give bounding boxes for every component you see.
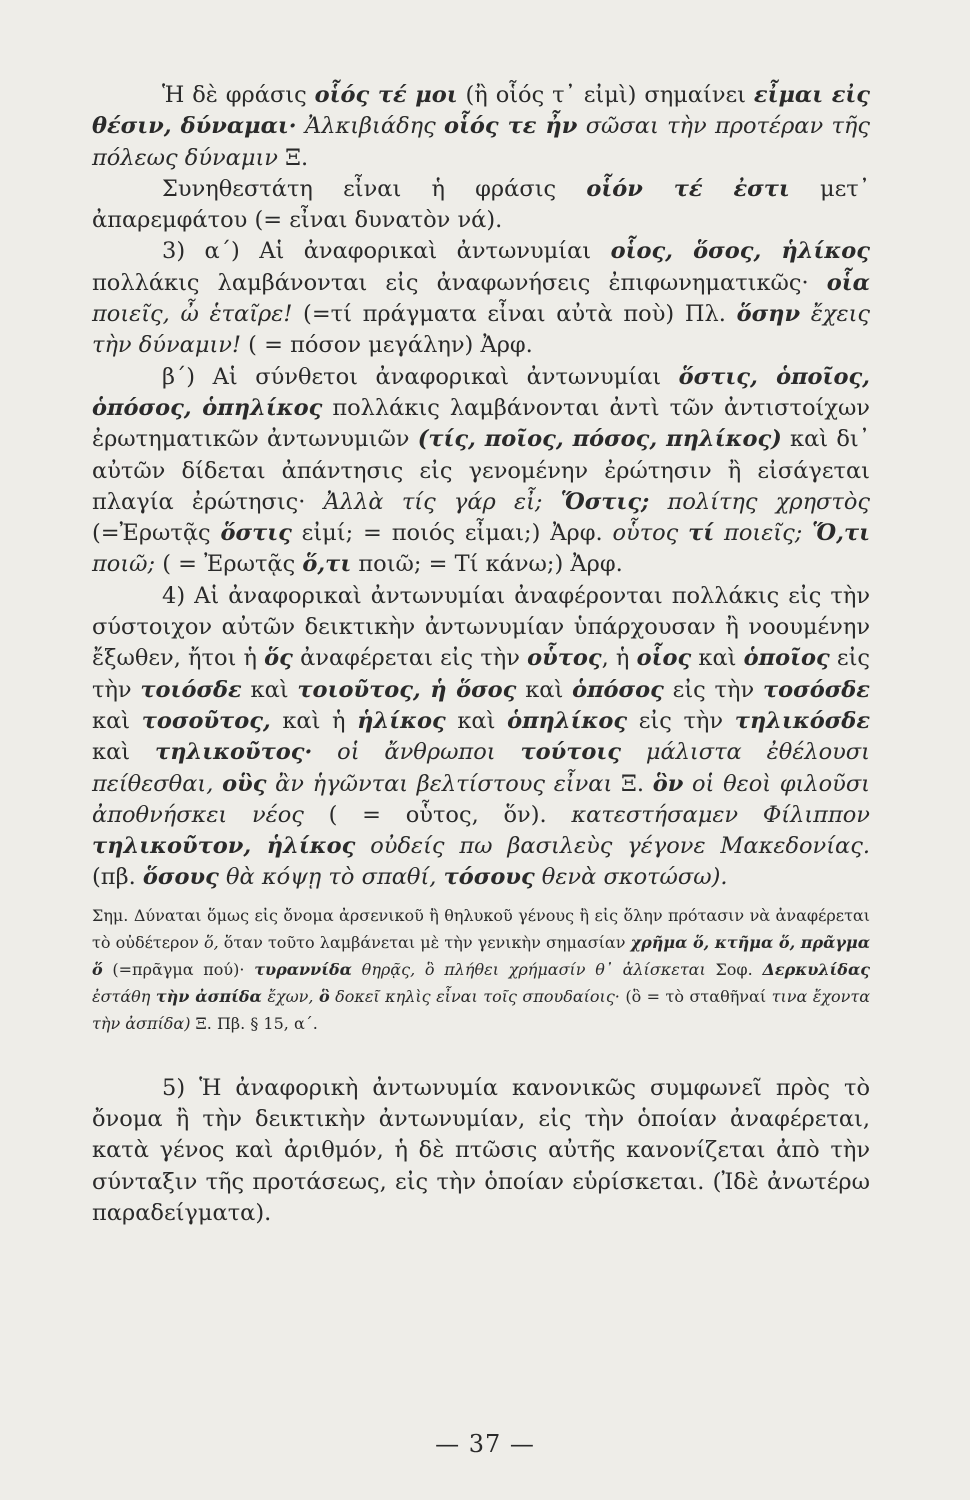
paragraph-oios-te-moi: Ἡ δὲ φράσις οἷός τέ μοι (ἢ οἷός τ᾽ εἰμὶ) σημαίνει εἶμαι εἰς θέσιν, δύναμαι· Ἀλκιβιάδης οἷός τε ἦν σῶσαι τὴν προτέραν τῆς πόλεως δύναμιν Ξ. [92, 82, 871, 171]
paragraph-oion-te-esti: Συνηθεστάτη εἶναι ἡ φράσις οἷόν τέ ἐστι μετ᾽ ἀπαρεμφάτου (= εἶναι δυνατὸν νά). [92, 175, 870, 234]
paragraph-section-3a: 3) α΄) Αἱ ἀναφορικαὶ ἀντωνυμίαι οἷος, ὅσος, ἡλίκος πολλάκις λαμβάνονται εἰς ἀναφωνήσεις ἐπιφωνηματικῶς· οἷα ποιεῖς, ὦ ἑταῖρε! (=τί πράγματα εἶναι αὐτὰ ποὺ) Πλ. ὅσην ἔχεις τὴν δύναμιν! ( = πόσον μεγάλην) Ἀρφ. [92, 238, 871, 359]
note-paragraph: Σημ. Δύναται ὅμως εἰς ὄνομα ἀρσενικοῦ ἢ θηλυκοῦ γένους ἢ εἰς ὅλην πρότασιν νὰ ἀναφέρεται τὸ οὐδέτερον ὅ, ὅταν τοῦτο λαμβάνεται μὲ τὴν γενικὴν σημασίαν χρῆμα ὅ, κτῆμα ὅ, πρᾶγμα ὅ (=πρᾶγμα πού)· τυραννίδα θηρᾷς, ὃ πλήθει χρήμασίν θ᾽ ἁλίσκεται Σοφ. Δερκυλίδας ἐστάθη τὴν ἀσπίδα ἔχων, ὃ δοκεῖ κηλὶς εἶναι τοῖς σπουδαίοις· (ὃ = τὸ σταθῆναί τινα ἔχοντα τὴν ἀσπίδα) Ξ. Πβ. § 15, α΄. [92, 905, 871, 1033]
paragraph-section-4: 4) Αἱ ἀναφορικαὶ ἀντωνυμίαι ἀναφέρονται πολλάκις εἰς τὴν σύστοιχον αὐτῶν δεικτικὴν ἀντωνυμίαν ὑπάρχουσαν ἢ νοουμένην ἔξωθεν, ἤτοι ἡ ὅς ἀναφέρεται εἰς τὴν οὗτος, ἡ οἷος καὶ ὁποῖος εἰς τὴν τοιόσδε καὶ τοιοῦτος, ἡ ὅσος καὶ ὁπόσος εἰς τὴν τοσόσδε καὶ τοσοῦτος, καὶ ἡ ἡλίκος καὶ ὁπηλίκος εἰς τὴν τηλικόσδε καὶ τηλικοῦτος· οἱ ἄνθρωποι τούτοις μάλιστα ἐθέλουσι πείθεσθαι, οὓς ἂν ἡγῶνται βελτίστους εἶναι Ξ. ὃν οἱ θεοὶ φιλοῦσι ἀποθνήσκει νέος ( = οὗτος, ὅν). κατεστήσαμεν Φίλιππον τηλικοῦτον, ἡλίκος οὐδείς πω βασιλεὺς γέγονε Μακεδονίας. (πβ. ὅσους θὰ κόψῃ τὸ σπαθί, τόσους θενὰ σκοτώσω). [92, 582, 870, 891]
paragraph-section-3b: β΄) Αἱ σύνθετοι ἀναφορικαὶ ἀντωνυμίαι ὅστις, ὁποῖος, ὁπόσος, ὁπηλίκος πολλάκις λαμβάνονται ἀντὶ τῶν ἀντιστοίχων ἐρωτηματικῶν ἀντωνυμιῶν (τίς, ποῖος, πόσος, πηλίκος) καὶ δι᾽ αὐτῶν δίδεται ἀπάντησις εἰς γενομένην ἐρώτησιν ἢ εἰσάγεται πλαγία ἐρώτησις· Ἀλλὰ τίς γάρ εἶ; Ὅστις; πολίτης χρηστὸς (=Ἐρωτᾷς ὅστις εἰμί; = ποιός εἶμαι;) Ἀρφ. οὗτος τί ποιεῖς; Ὅ,τι ποιῶ; ( = Ἐρωτᾷς ὅ,τι ποιῶ; = Τί κάνω;) Ἀρφ. [92, 363, 870, 578]
page-number: — 37 — [435, 1430, 535, 1458]
paragraph-section-5: 5) Ἡ ἀναφορικὴ ἀντωνυμία κανονικῶς συμφωνεῖ πρὸς τὸ ὄνομα ἢ τὴν δεικτικὴν ἀντωνυμίαν, εἰς τὴν ὁποίαν ἀναφέρεται, κατὰ γένος καὶ ἀριθμόν, ἡ δὲ πτῶσις αὐτῆς κανονίζεται ἀπὸ τὴν σύνταξιν τῆς προτάσεως, εἰς τὴν ὁποίαν εὑρίσκεται. (Ἰδὲ ἀνωτέρω παραδείγματα). [92, 1074, 870, 1226]
page-body [92, 80, 870, 1229]
